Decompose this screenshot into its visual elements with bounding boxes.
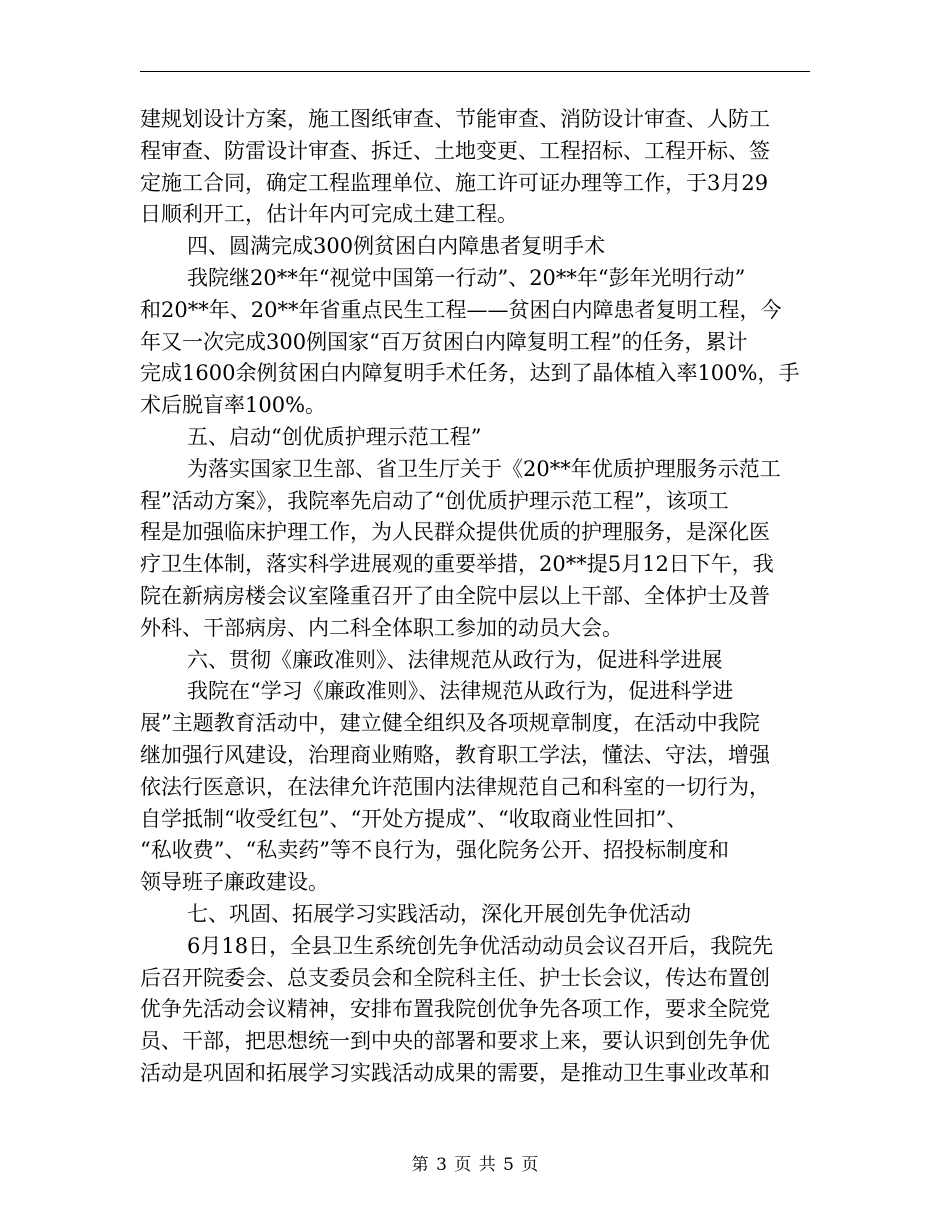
section-heading: 六、贯彻《廉政准则》、法律规范从政行为，促进科学进展 bbox=[187, 647, 723, 672]
body-text bbox=[140, 104, 810, 1090]
text-line: 术后脱盲率100%。 bbox=[140, 393, 327, 418]
text-line: 程审查、防雷设计审查、拆迁、土地变更、工程招标、工程开标、签 bbox=[140, 138, 770, 163]
text-line: 员、干部，把思想统一到中央的部署和要求上来，要认识到创先争优 bbox=[140, 1029, 770, 1054]
text-line: 外科、干部病房、内二科全体职工参加的动员大会。 bbox=[140, 615, 623, 640]
text-line: 后召开院委会、总支委员会和全院科主任、护士长会议，传达布置创 bbox=[140, 965, 770, 990]
text-line: 定施工合同，确定工程监理单位、施工许可证办理等工作，于3月29 bbox=[140, 170, 769, 195]
text-line: 为落实国家卫生部、省卫生厅关于《20**年优质护理服务示范工 bbox=[187, 456, 781, 481]
text-line: 疗卫生体制，落实科学进展观的重要举措，20**提5月12日下午，我 bbox=[140, 552, 774, 577]
section-heading: 四、圆满完成300例贫困白内障患者复明手术 bbox=[187, 234, 606, 259]
text-line: 活动是巩固和拓展学习实践活动成果的需要，是推动卫生事业改革和 bbox=[140, 1060, 770, 1085]
text-line: 建规划设计方案，施工图纸审查、节能审查、消防设计审查、人防工 bbox=[140, 107, 770, 131]
text-line: 领导班子廉政建设。 bbox=[140, 870, 329, 895]
text-line: 日顺利开工，估计年内可完成土建工程。 bbox=[140, 202, 518, 227]
text-line: 年又一次完成300例国家“百万贫困白内障复明工程”的任务，累计 bbox=[140, 329, 748, 354]
text-line: 院在新病房楼会议室隆重召开了由全院中层以上干部、全体护士及普 bbox=[140, 583, 770, 608]
text-line: 依法行医意识，在法律允许范围内法律规范自己和科室的一切行为， bbox=[140, 774, 770, 799]
text-line: 程是加强临床护理工作，为人民群众提供优质的护理服务，是深化医 bbox=[140, 520, 770, 545]
page-number-footer: 第 3 页 共 5 页 bbox=[411, 1155, 539, 1175]
text-line: 完成1600余例贫困白内障复明手术任务，达到了晶体植入率100%，手 bbox=[140, 361, 800, 386]
text-line: 自学抵制“收受红包”、“开处方提成”、“收取商业性回扣”、 bbox=[140, 806, 688, 831]
text-line: 优争先活动会议精神，安排布置我院创优争先各项工作，要求全院党 bbox=[140, 997, 770, 1022]
text-line: 6月18日，全县卫生系统创先争优活动动员会议召开后，我院先 bbox=[187, 933, 774, 958]
text-line: “私收费”、“私卖药”等不良行为，强化院务公开、招投标制度和 bbox=[140, 838, 729, 863]
text-line: 程”活动方案》，我院率先启动了“创优质护理示范工程”，该项工 bbox=[140, 488, 729, 513]
text-line: 展”主题教育活动中，建立健全组织及各项规章制度，在活动中我院 bbox=[140, 711, 760, 736]
header-rule bbox=[140, 71, 810, 72]
section-heading: 五、启动“创优质护理示范工程” bbox=[187, 424, 482, 449]
text-line: 和20**年、20**年省重点民生工程——贫困白内障患者复明工程，今 bbox=[140, 297, 782, 322]
text-line: 我院在“学习《廉政准则》、法律规范从政行为，促进科学进 bbox=[187, 679, 734, 704]
section-heading: 七、巩固、拓展学习实践活动，深化开展创先争优活动 bbox=[187, 901, 691, 926]
text-line: 我院继20**年“视觉中国第一行动”、20**年“彭年光明行动” bbox=[187, 265, 746, 290]
text-line: 继加强行风建设，治理商业贿赂，教育职工学法，懂法、守法，增强 bbox=[140, 742, 770, 767]
